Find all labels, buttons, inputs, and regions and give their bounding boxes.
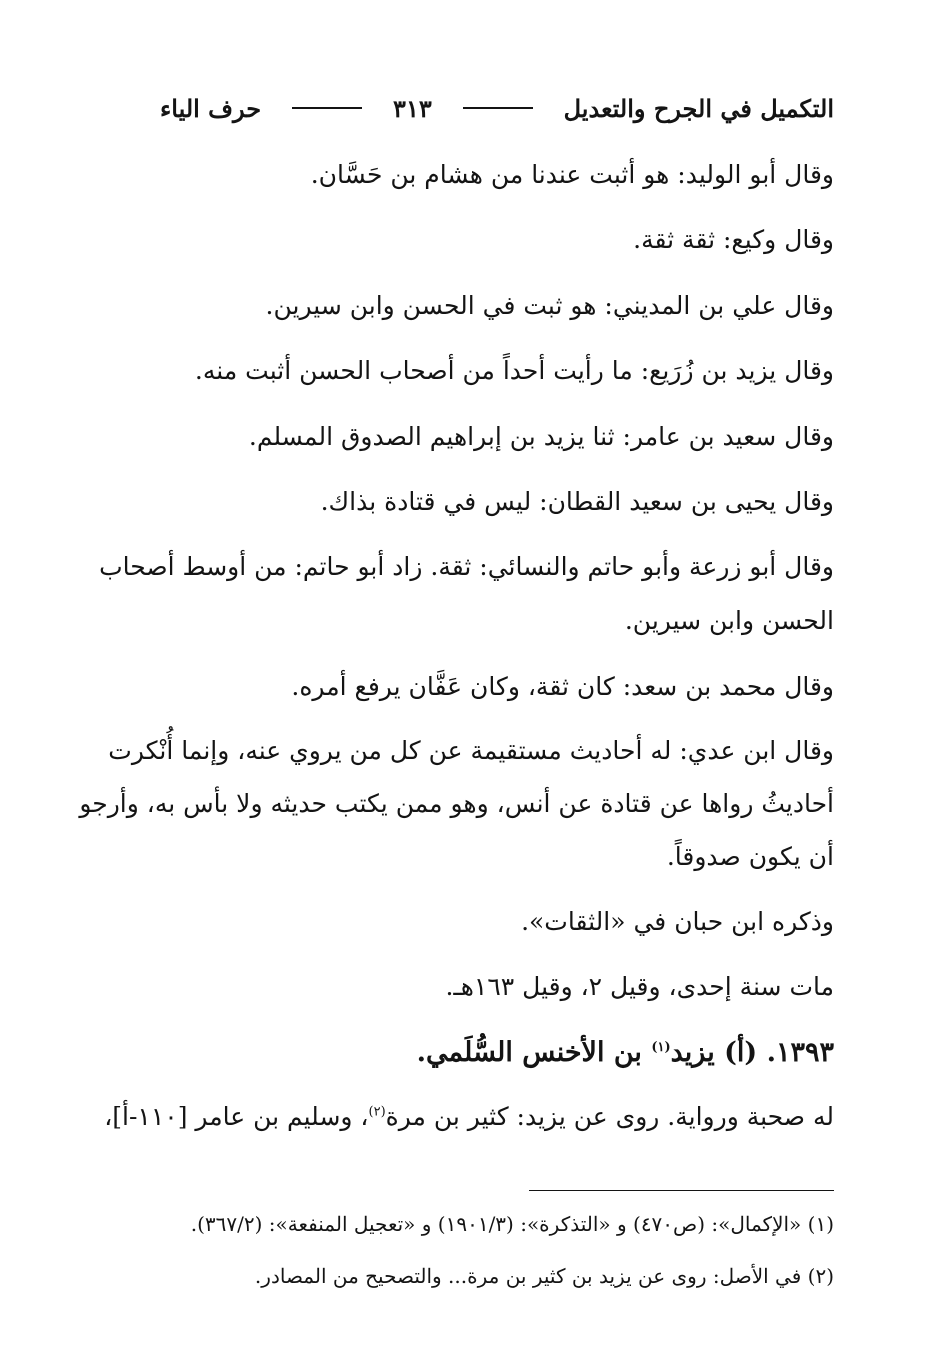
body-line: أحاديثُ رواها عن قتادة عن أنس، وهو ممن يكتب حديثه ولا بأس به، وأرجو <box>79 789 834 818</box>
entry-heading <box>417 1036 834 1070</box>
body-line: وقال أبو زرعة وأبو حاتم والنسائي: ثقة. زاد أبو حاتم: من أوسط أصحاب <box>99 552 834 581</box>
body-line: وذكره ابن حبان في «الثقات». <box>521 907 834 936</box>
footnote-ref: (٢) <box>368 1104 386 1120</box>
body-line: وقال محمد بن سعد: كان ثقة، وكان عَفَّان يرفع أمره. <box>291 672 834 701</box>
body-line: أن يكون صدوقاً. <box>666 842 834 871</box>
footnote-divider <box>529 1190 834 1191</box>
body-line: وقال ابن عدي: له أحاديث مستقيمة عن كل من يروي عنه، وإنما أُنْكرت <box>108 736 834 765</box>
book-title: التكميل في الجرح والتعديل <box>563 93 834 123</box>
body-line: وقال أبو الوليد: هو أثبت عندنا من هشام بن حَسَّان. <box>310 160 834 189</box>
body-line: وقال يزيد بن زُرَيع: ما رأيت أحداً من أصحاب الحسن أثبت منه. <box>194 356 834 385</box>
entry-text-start: له صحبة ورواية. روى عن يزيد: كثير بن مرة <box>385 1102 834 1131</box>
section-title: حرف الياء <box>160 93 262 123</box>
header-dash <box>292 107 362 109</box>
body-line: وقال يحيى بن سعيد القطان: ليس في قتادة بذاك. <box>320 487 834 516</box>
page-number: ٣١٣ <box>393 93 432 123</box>
entry-number: ١٣٩٣. (أ) يزيد <box>670 1037 834 1068</box>
body-line: وقال علي بن المديني: هو ثبت في الحسن وابن سيرين. <box>265 291 834 320</box>
footnote: (١) «الإكمال»: (ص٤٧٠) و «التذكرة»: (١٩٠١/٣) و «تعجيل المنفعة»: (٣٦٧/٢). <box>190 1212 834 1236</box>
entry-text-end: ، وسليم بن عامر [١١٠-أ]، <box>104 1102 369 1131</box>
footnote: (٢) في الأصل: روى عن يزيد بن كثير بن مرة... والتصحيح من المصادر. <box>254 1264 834 1288</box>
footnote-ref: (١) <box>651 1040 671 1055</box>
body-line: مات سنة إحدى، وقيل ٢، وقيل ١٦٣هـ. <box>445 972 834 1001</box>
entry-name: بن الأخنس السُّلَمي. <box>416 1037 652 1068</box>
body-line: وقال سعيد بن عامر: ثنا يزيد بن إبراهيم الصدوق المسلم. <box>248 422 834 451</box>
body-line: وقال وكيع: ثقة ثقة. <box>633 225 834 254</box>
running-header <box>160 88 834 128</box>
entry-body-line <box>104 1100 834 1134</box>
header-dash <box>463 107 533 109</box>
body-line: الحسن وابن سيرين. <box>624 606 834 635</box>
